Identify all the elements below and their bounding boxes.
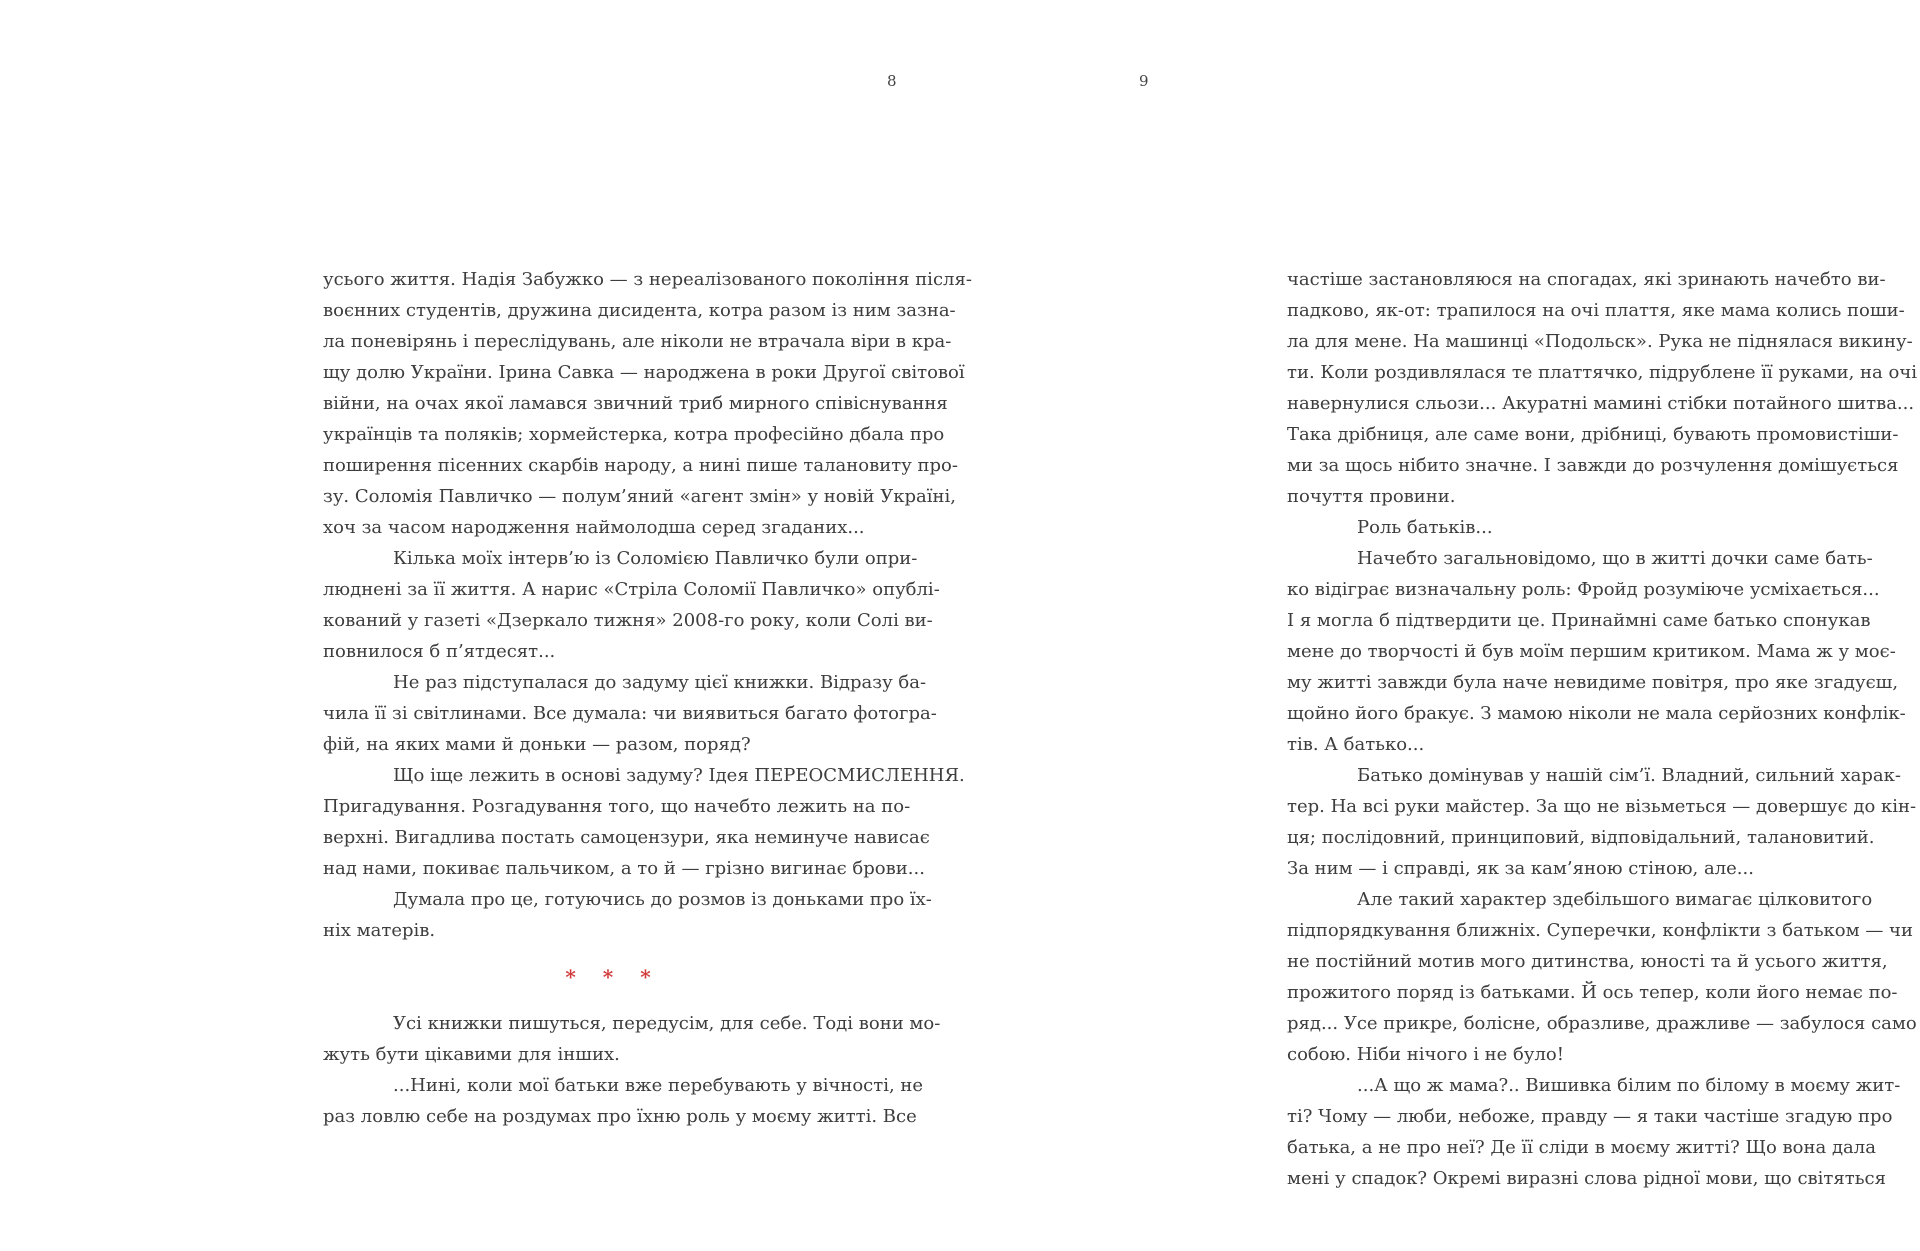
text-line: почуття провини. [1287,486,1456,507]
text-line: навернулися сльози... Акуратні мамині стібки потайного шитва... [1287,393,1915,414]
text-line: повнилося б п’ятдесят... [323,641,556,662]
right-page-text [1287,264,1917,1194]
text-line: українців та поляків; хормейстерка, котра професійно дбала про [323,424,945,445]
left-text-block-after-separator [323,1008,941,1132]
text-line: ця; послідовний, принциповий, відповідальний, талановитий. [1287,827,1875,848]
section-separator: * * * [565,965,661,989]
text-line: Батько домінував у нашій сім’ї. Владний, сильний харак- [1357,765,1901,786]
text-line: щойно його бракує. З мамою ніколи не мала серйозних конфлік- [1287,703,1906,724]
text-line: ніх матерів. [323,920,436,941]
text-line: підпорядкування ближніх. Суперечки, конфлікти з батьком — чи [1287,920,1913,941]
text-line: му житті завжди була наче невидиме повітря, про яке згадуєш, [1287,672,1899,693]
text-line: фій, на яких мами й доньки — разом, поряд? [323,734,751,755]
text-line: ми за щось нібито значне. І завжди до розчулення домішується [1287,455,1899,476]
right-text-block [1287,264,1917,1194]
text-line: не постійний мотив мого дитинства, юності та й усього життя, [1287,951,1888,972]
text-line: поширення пісенних скарбів народу, а нині пише талановиту про- [323,455,958,476]
text-line: над нами, покиває пальчиком, а то й — грізно вигинає брови... [323,858,925,879]
text-line: Пригадування. Розгадування того, що начебто лежить на по- [323,796,911,817]
text-line: частіше застановляюся на спогадах, які зринають начебто ви- [1287,269,1886,290]
text-line: Роль батьків... [1357,517,1493,538]
text-line: Що іще лежить в основі задуму? Ідея ПЕРЕОСМИСЛЕННЯ. [393,765,965,786]
text-line: мене до творчості й був моїм першим критиком. Мама ж у моє- [1287,641,1896,662]
page-number-left: 8 [887,72,898,90]
text-line: ряд... Усе прикре, болісне, образливе, дражливе — забулося само [1287,1013,1917,1034]
text-line: ла поневірянь і переслідувань, але ніколи не втрачала віри в кра- [323,331,952,352]
text-line: Начебто загальновідомо, що в житті дочки саме бать- [1357,548,1873,569]
text-line: ті? Чому — люби, небоже, правду — я таки частіше згадую про [1287,1106,1893,1127]
text-line: хоч за часом народження наймолодша серед згаданих... [323,517,865,538]
text-line: Не раз підступалася до задуму цієї книжки. Відразу ба- [393,672,927,693]
text-line: кований у газеті «Дзеркало тижня» 2008-го року, коли Солі ви- [323,610,933,631]
text-line: жуть бути цікавими для інших. [323,1044,620,1065]
text-line: щу долю України. Ірина Савка — народжена в роки Другої світової [323,362,965,383]
text-line: тер. На всі руки майстер. За що не візьметься — довершує до кін- [1287,796,1917,817]
text-line: батька, а не про неї? Де її сліди в моєму житті? Що вона дала [1287,1137,1876,1158]
text-line: Кілька моїх інтерв’ю із Соломією Павличко були опри- [393,548,918,569]
text-line: І я могла б підтвердити це. Принаймні саме батько спонукав [1287,610,1871,631]
text-line: тів. А батько... [1287,734,1425,755]
left-text-block [323,264,972,946]
text-line: Думала про це, готуючись до розмов із доньками про їх- [393,889,932,910]
text-line: війни, на очах якої ламався звичний триб мирного співіснування [323,393,948,414]
text-line: ...Нині, коли мої батьки вже перебувають у вічності, не [393,1075,924,1096]
text-line: ти. Коли роздивлялася те платтячко, підрублене її руками, на очі [1287,362,1917,383]
text-line: зу. Соломія Павличко — полум’яний «агент змін» у новій Україні, [323,486,956,507]
text-line: люднені за її життя. А нарис «Стріла Соломії Павличко» опублі- [323,579,940,600]
left-page-text [323,264,972,1132]
text-line: ...А що ж мама?.. Вишивка білим по білому в моєму жит- [1357,1075,1901,1096]
text-line: ко відіграє визначальну роль: Фройд розуміюче усміхається... [1287,579,1880,600]
text-line: За ним — і справді, як за кам’яною стіною, але... [1287,858,1754,879]
text-line: Така дрібниця, але саме вони, дрібниці, бувають промовистіши- [1287,424,1899,445]
text-line: усього життя. Надія Забужко — з нереалізованого покоління після- [323,269,972,290]
text-line: верхні. Вигадлива постать самоцензури, яка неминуче нависає [323,827,930,848]
text-line: падково, як-от: трапилося на очі плаття, яке мама колись поши- [1287,300,1905,321]
text-line: Але такий характер здебільшого вимагає цілковитого [1357,889,1873,910]
text-line: воєнних студентів, дружина дисидента, котра разом із ним зазна- [323,300,956,321]
text-line: мені у спадок? Окремі виразні слова рідної мови, що світяться [1287,1168,1886,1189]
text-line: Усі книжки пишуться, передусім, для себе. Тоді вони мо- [393,1013,941,1034]
page-number-right: 9 [1139,72,1150,90]
text-line: ла для мене. На машинці «Подольск». Рука не піднялася викину- [1287,331,1913,352]
text-line: прожитого поряд із батьками. Й ось тепер, коли його немає по- [1287,982,1898,1003]
text-line: чила її зі світлинами. Все думала: чи виявиться багато фотогра- [323,703,937,724]
text-line: раз ловлю себе на роздумах про їхню роль у моєму житті. Все [323,1106,917,1127]
text-line: собою. Ніби нічого і не було! [1287,1044,1564,1065]
